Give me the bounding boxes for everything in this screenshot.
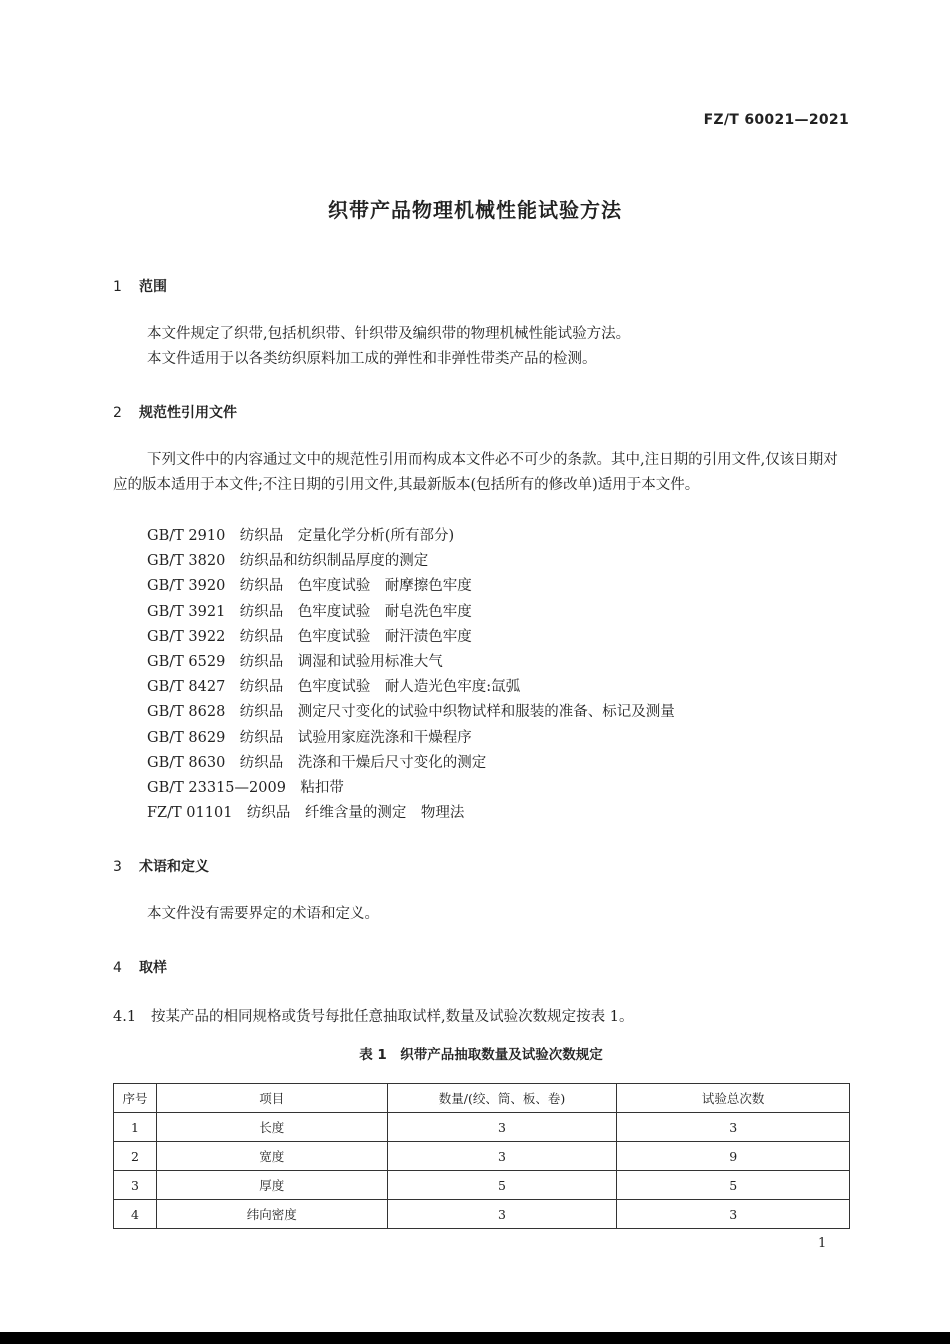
reference-item: GB/T 3921 纺织品 色牢度试验 耐皂洗色牢度 (147, 603, 472, 620)
section-number: 1 (113, 279, 122, 295)
table-cell: 5 (387, 1171, 617, 1200)
bottom-border-bar (0, 1332, 950, 1344)
table-row (114, 1113, 850, 1142)
reference-item: GB/T 23315—2009 粘扣带 (147, 780, 344, 797)
header-cell: 序号 (114, 1084, 157, 1113)
header-cell: 项目 (156, 1084, 387, 1113)
table-cell: 3 (617, 1200, 850, 1229)
reference-item: GB/T 3920 纺织品 色牢度试验 耐摩擦色牢度 (147, 578, 472, 595)
clause-text: 按某产品的相同规格或货号每批任意抽取试样,数量及试验次数规定按表 1。 (151, 1009, 634, 1025)
table-cell: 长度 (156, 1113, 387, 1142)
section-2-heading (113, 402, 237, 422)
reference-item: GB/T 8628 纺织品 测定尺寸变化的试验中织物试样和服装的准备、标记及测量 (147, 704, 675, 721)
section-3-heading (113, 856, 209, 876)
table-cell: 1 (114, 1113, 157, 1142)
section-2-intro: 下列文件中的内容通过文中的规范性引用而构成本文件必不可少的条款。其中,注日期的引用文件,仅该日期对应的版本适用于本文件;不注日期的引用文件,其最新版本(包括所有的修改单)适用于本文件。 (113, 452, 838, 493)
table-cell: 4 (114, 1200, 157, 1229)
table-row (114, 1142, 850, 1171)
reference-item: GB/T 3820 纺织品和纺织制品厚度的测定 (147, 553, 429, 570)
reference-item: GB/T 8630 纺织品 洗涤和干燥后尺寸变化的测定 (147, 754, 487, 771)
table-cell: 2 (114, 1142, 157, 1171)
sampling-table (113, 1083, 850, 1229)
table-cell: 5 (617, 1171, 850, 1200)
table-cell: 3 (387, 1142, 617, 1171)
header-cell: 数量/(绞、筒、板、卷) (387, 1084, 617, 1113)
table-title: 表 1 织带产品抽取数量及试验次数规定 (359, 1047, 603, 1063)
standard-number: FZ/T 60021—2021 (703, 112, 849, 128)
table-cell: 9 (617, 1142, 850, 1171)
section-1-paragraph-2: 本文件适用于以各类纺织原料加工成的弹性和非弹性带类产品的检测。 (147, 351, 597, 367)
reference-item: GB/T 2910 纺织品 定量化学分析(所有部分) (147, 528, 455, 544)
section-title: 术语和定义 (139, 859, 209, 875)
section-1-heading (113, 276, 167, 296)
table-cell: 纬向密度 (156, 1200, 387, 1229)
page-number: 1 (818, 1236, 827, 1251)
table-row (114, 1200, 850, 1229)
document-title: 织带产品物理机械性能试验方法 (328, 198, 622, 222)
section-title: 范围 (139, 279, 167, 295)
section-number: 2 (113, 405, 122, 421)
section-3-paragraph: 本文件没有需要界定的术语和定义。 (147, 906, 379, 922)
table-cell: 3 (114, 1171, 157, 1200)
table-cell: 3 (387, 1200, 617, 1229)
table-cell: 宽度 (156, 1142, 387, 1171)
reference-item: GB/T 8427 纺织品 色牢度试验 耐人造光色牢度:氙弧 (147, 679, 521, 696)
reference-item: GB/T 8629 纺织品 试验用家庭洗涤和干燥程序 (147, 729, 472, 746)
table-cell: 3 (617, 1113, 850, 1142)
header-cell: 试验总次数 (617, 1084, 850, 1113)
section-number: 4 (113, 960, 122, 976)
table-header-row (114, 1084, 850, 1113)
reference-list (147, 524, 675, 826)
section-title: 取样 (139, 960, 167, 976)
clause-number: 4.1 (113, 1009, 137, 1025)
table-row (114, 1171, 850, 1200)
clause-4-1 (113, 1005, 633, 1026)
section-1-paragraph-1: 本文件规定了织带,包括机织带、针织带及编织带的物理机械性能试验方法。 (147, 326, 631, 342)
section-4-heading (113, 957, 167, 977)
reference-item: GB/T 3922 纺织品 色牢度试验 耐汗渍色牢度 (147, 628, 472, 645)
table-cell: 3 (387, 1113, 617, 1142)
section-title: 规范性引用文件 (139, 405, 237, 421)
reference-item: FZ/T 01101 纺织品 纤维含量的测定 物理法 (147, 805, 465, 822)
reference-item: GB/T 6529 纺织品 调湿和试验用标准大气 (147, 654, 443, 671)
table-cell: 厚度 (156, 1171, 387, 1200)
section-number: 3 (113, 859, 122, 875)
